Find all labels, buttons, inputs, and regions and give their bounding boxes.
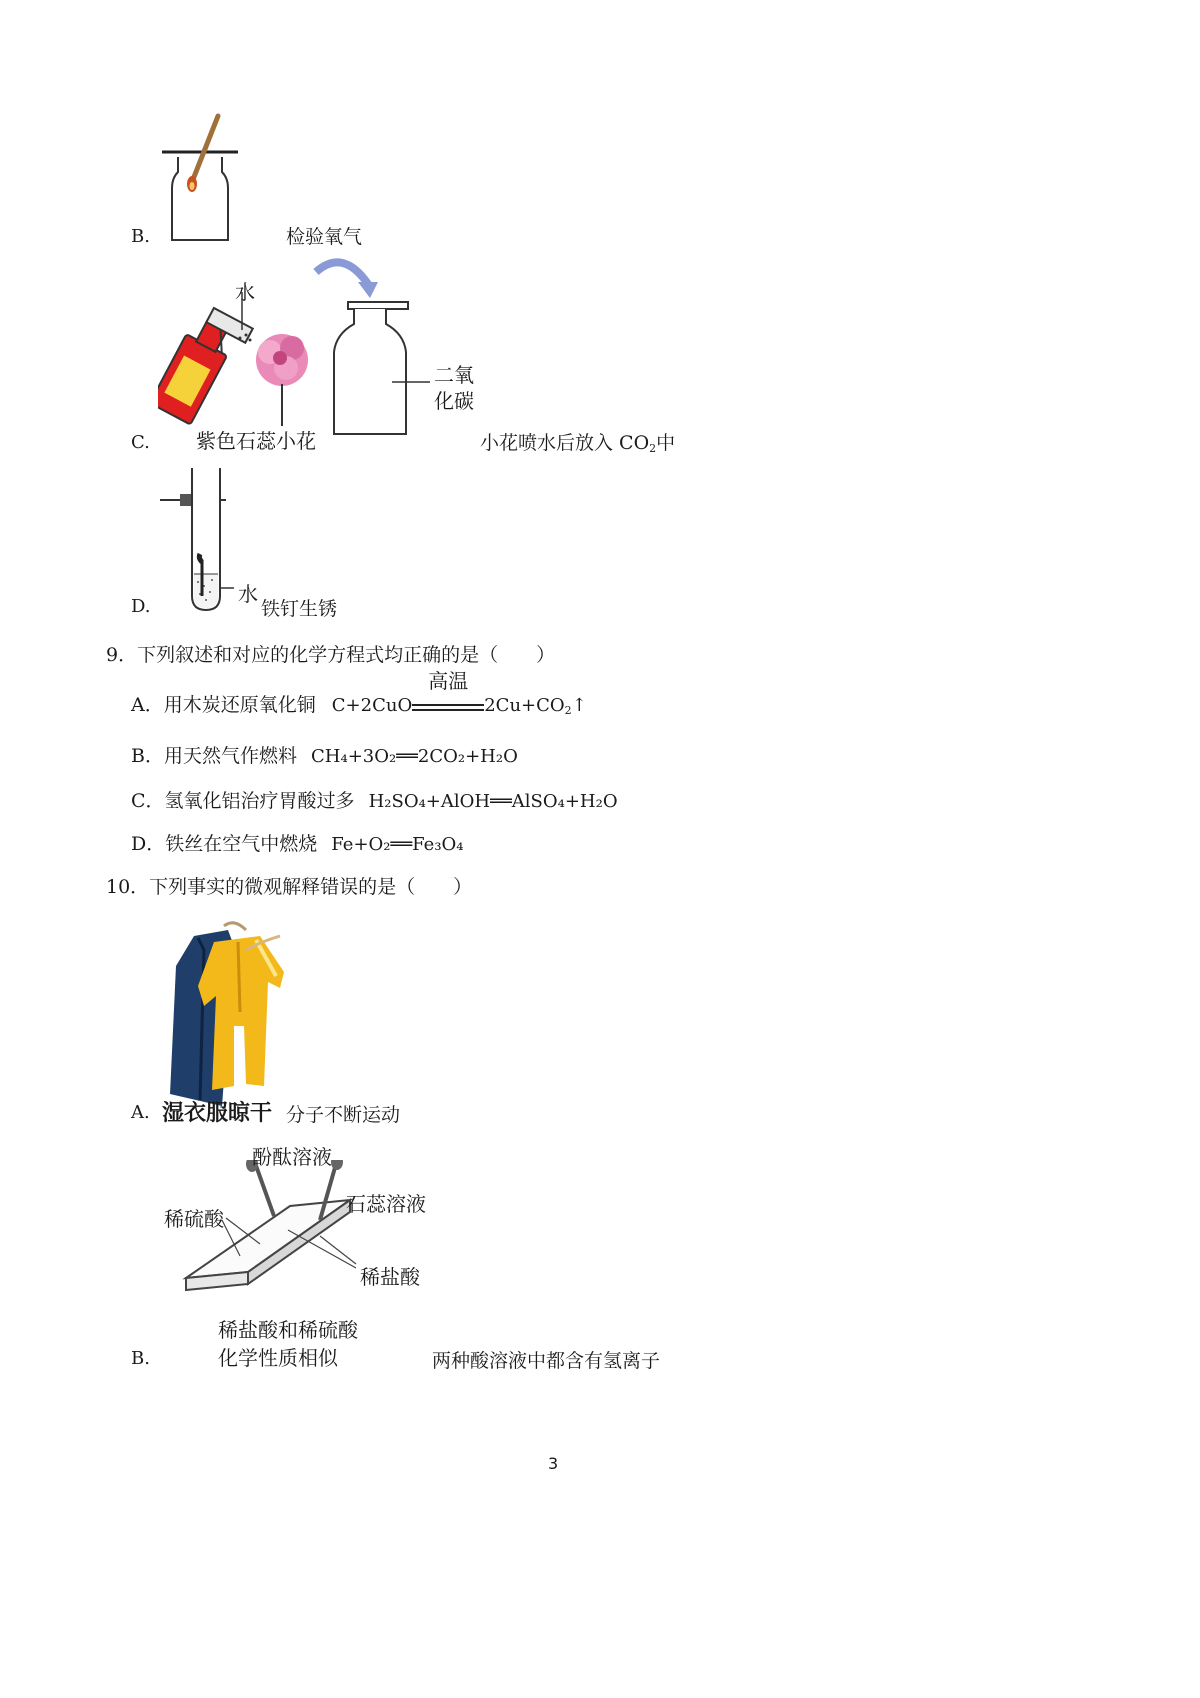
q10-b-litmus-label: 石蕊溶液 bbox=[346, 1192, 426, 1216]
condition-text: 高温 bbox=[428, 669, 469, 693]
q9-option-c[interactable] bbox=[131, 786, 618, 813]
wet-clothes-figure bbox=[164, 916, 294, 1116]
caption-line2: 化学性质相似 bbox=[218, 1346, 338, 1370]
q8-d-water-label: 水 bbox=[238, 582, 258, 606]
q9-d-text: D．铁丝在空气中燃烧 bbox=[131, 833, 318, 855]
q9-option-b[interactable] bbox=[131, 741, 518, 768]
q9-d-equation: Fe+O₂══Fe₃O₄ bbox=[331, 834, 464, 855]
co2-flower-experiment-figure bbox=[158, 252, 488, 452]
q9-c-text: C．氢氧化铝治疗胃酸过多 bbox=[131, 790, 355, 812]
q9-option-a[interactable] bbox=[131, 669, 587, 717]
q8-option-d-letter[interactable]: D. bbox=[131, 596, 151, 617]
q10-b-hydrochloric-label: 稀盐酸 bbox=[360, 1265, 420, 1289]
q9-a-eq-sub: 2 bbox=[564, 704, 572, 717]
desc-tail: 中 bbox=[656, 432, 676, 454]
q9-b-equation: CH₄+3O₂══2CO₂+H₂O bbox=[311, 746, 518, 767]
gas-label-line2: 化碳 bbox=[434, 389, 474, 413]
up-arrow-icon: ↑ bbox=[571, 695, 587, 716]
gas-label-line1: 二氧 bbox=[434, 363, 474, 387]
q9-option-d[interactable] bbox=[131, 829, 464, 856]
q10-a-caption: 湿衣服晾干 bbox=[162, 1101, 273, 1126]
desc-subscript: 2 bbox=[649, 442, 657, 455]
q8-option-c-desc bbox=[480, 428, 675, 455]
q8-c-gas-label bbox=[434, 362, 474, 414]
q9-a-text: A．用木炭还原氧化铜 bbox=[131, 694, 316, 716]
q9-a-eq-right: 2Cu+CO bbox=[484, 695, 565, 716]
q10-stem: 10．下列事实的微观解释错误的是（ ） bbox=[106, 876, 473, 898]
q8-option-c-letter[interactable]: C. bbox=[131, 432, 150, 453]
q8-option-b-letter[interactable]: B. bbox=[131, 226, 150, 247]
page-number: 3 bbox=[548, 1454, 559, 1473]
q9-c-equation: H₂SO₄+AlOH══AlSO₄+H₂O bbox=[368, 791, 618, 812]
q9-a-eq-left: C+2CuO bbox=[331, 695, 413, 716]
caption-line1: 稀盐酸和稀硫酸 bbox=[218, 1318, 358, 1342]
q10-option-a-letter[interactable]: A. bbox=[131, 1102, 150, 1123]
q10-b-sulfuric-label: 稀硫酸 bbox=[164, 1207, 224, 1231]
q9-b-text: B．用天然气作燃料 bbox=[131, 745, 297, 767]
q9-a-condition bbox=[412, 669, 484, 717]
q8-option-b-desc: 检验氧气 bbox=[286, 226, 363, 248]
q9-stem: 9．下列叙述和对应的化学方程式均正确的是（ ） bbox=[106, 644, 556, 666]
q8-option-d-desc: 铁钉生锈 bbox=[261, 598, 338, 620]
q10-option-b-desc: 两种酸溶液中都含有氢离子 bbox=[432, 1350, 661, 1372]
q10-b-caption bbox=[218, 1316, 358, 1372]
desc-text: 小花喷水后放入 CO bbox=[480, 432, 650, 454]
q8-c-flower-label: 紫色石蕊小花 bbox=[196, 429, 316, 453]
q10-b-phenolphthalein-label: 酚酞溶液 bbox=[252, 1145, 332, 1169]
q10-option-a-desc: 分子不断运动 bbox=[286, 1104, 401, 1126]
q10-option-b-letter[interactable]: B. bbox=[131, 1348, 150, 1369]
oxygen-test-jar-figure bbox=[158, 112, 258, 262]
q8-c-water-label: 水 bbox=[235, 280, 255, 304]
